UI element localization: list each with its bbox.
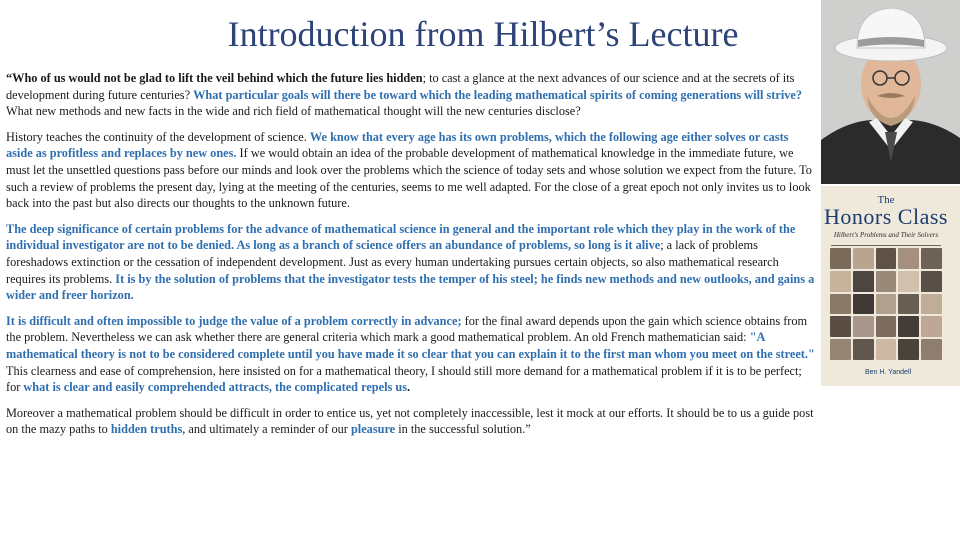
quote-paragraph: [6, 313, 817, 396]
body-text: Moreover a mathematical problem should be difficult in order to entice us, yet not completely inaccessible, lest it mock at our efforts. It should be to us a guide post on the mazy paths to: [6, 405, 814, 437]
highlighted-text: It is by the solution of problems that the investigator tests the temper of his steel; he finds new methods and new outlooks, and gains a wider and freer horizon.: [6, 271, 815, 303]
body-text: If we would obtain an idea of the probable development of mathematical knowledge in the immediate future, we must let the unsettled questions pass before our minds and look over the problems which the science of today sets and whose solution we expect from the future. To such a review of problems the present day, lying at the meeting of the centuries, seems to me well adapted. For the close of a great epoch not only invites us to look back into the past but also directs our thoughts to the unknown future.: [6, 146, 812, 211]
body-text: in the successful solution.”: [395, 422, 531, 437]
body-text: for the final award depends upon the gain which science obtains from the problem. Nevertheless we can ask whether there are general criteria which mark a good mathematical problem. An old French mathematician said:: [6, 313, 808, 345]
quote-paragraph: [6, 221, 817, 304]
book-cover-author: Ben H. Yandell: [865, 369, 912, 376]
body-text: History teaches the continuity of the development of science.: [6, 129, 310, 144]
highlighted-text: what is clear and easily comprehended attracts, the complicated repels us: [23, 380, 407, 395]
quote-paragraph: [6, 405, 817, 438]
highlighted-text: "A mathematical theory is not to be considered complete until you have made it so clear that you can explain it to the first man whom you meet on the street.": [6, 330, 815, 361]
slide-title: Introduction from Hilbert’s Lecture: [227, 14, 739, 54]
highlighted-text: We know that every age has its own problems, which the following age either solves or casts aside as profitless and replaces by new ones.: [6, 129, 789, 161]
body-text: What new methods and new facts in the wide and rich field of mathematical thought will the new centuries disclose?: [6, 104, 581, 119]
hilbert-portrait: [821, 0, 960, 184]
body-text: ; a lack of problems foreshadows extinction or the cessation of independent development. Just as every human undertaking pursues certain objects, so also mathematical research requires its problems.: [6, 238, 779, 286]
highlighted-text: pleasure: [350, 422, 396, 437]
highlighted-text: “Who of us would not be glad to lift the veil behind which the future lies hidden: [6, 71, 423, 85]
book-cover-the: The: [877, 194, 895, 206]
highlighted-text: The deep significance of certain problems for the advance of mathematical science in general and the important role which they play in the work of the individual investigator are not to be denied. As long as a branch of science offers an abundance of problems, so long is it alive: [6, 221, 796, 253]
book-cover-subtitle: Hilbert's Problems and Their Solvers: [833, 231, 939, 239]
book-cover-divider: [831, 245, 941, 246]
highlighted-text: hidden truths: [110, 422, 183, 437]
quote-paragraph: [6, 129, 817, 212]
highlighted-text: What particular goals will there be toward which the leading mathematical spirits of coming generations will strive?: [193, 87, 803, 102]
body-text: , and ultimately a reminder of our: [182, 422, 351, 437]
body-text: This clearness and ease of comprehension, here insisted on for a mathematical theory, I should still more demand for a mathematical problem if it is to be perfect; for: [6, 363, 802, 395]
book-cover-photo-grid: [830, 248, 942, 360]
highlighted-text: It is difficult and often impossible to judge the value of a problem correctly in advance;: [6, 313, 462, 328]
book-cover: [821, 186, 960, 386]
body-text: ; to cast a glance at the next advances of our science and at the secrets of its development during future centuries?: [6, 71, 795, 102]
quote-paragraph: [6, 70, 817, 120]
book-cover-title: Honors Class: [824, 204, 948, 229]
highlighted-text: .: [407, 380, 411, 395]
lecture-quote: [6, 70, 817, 447]
